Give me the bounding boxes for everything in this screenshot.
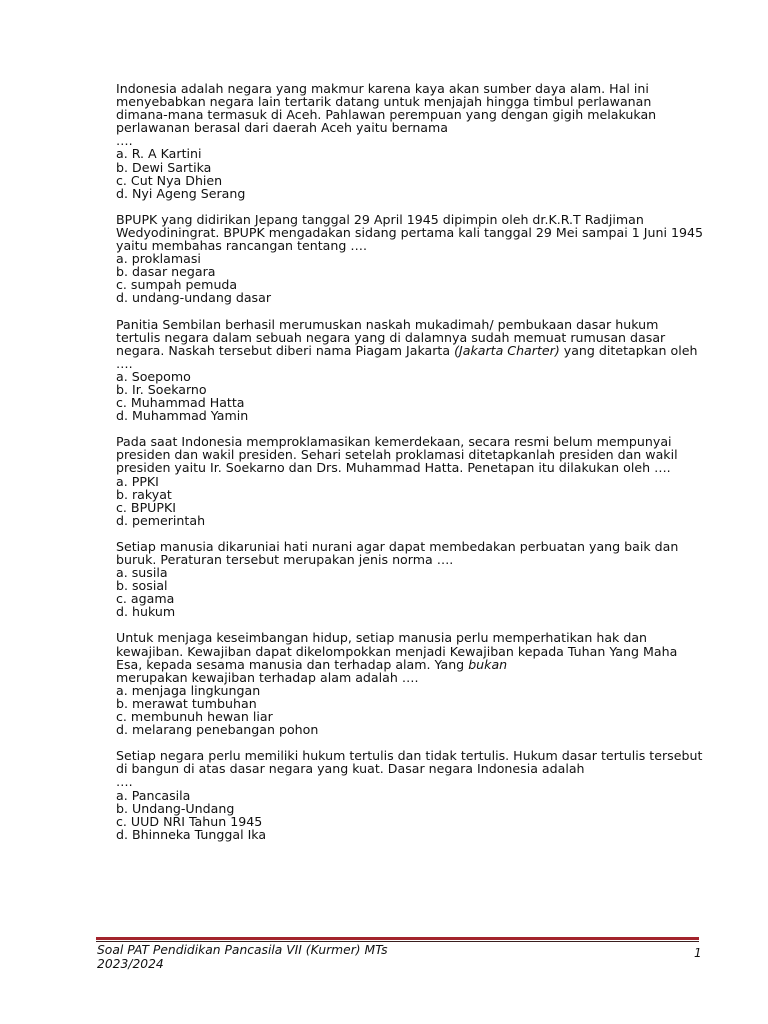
option-d: d. Bhinneka Tunggal Ika — [116, 826, 267, 842]
question-text — [116, 631, 706, 683]
option-d: d. hukum — [116, 604, 176, 620]
option-a: a. PPKI — [116, 473, 159, 489]
question-text-part: merupakan kewajiban terhadap alam adalah …. — [116, 669, 419, 685]
question-4 — [116, 435, 706, 527]
option-a: a. susila — [116, 565, 168, 581]
question-text: Indonesia adalah negara yang makmur karena kaya akan sumber daya alam. Hal ini menyebabkan negara lain tertarik datang untuk menjajah hingga timbul perlawanan dimana-mana termasuk di Aceh. Pahlawan perempuan yang dengan gigih melakukan perlawanan berasal dari daerah Aceh yaitu bernama …. — [116, 81, 657, 149]
option-c: c. UUD NRI Tahun 1945 — [116, 813, 263, 829]
footer-rule-thin — [96, 941, 699, 942]
page-number: 1 — [694, 946, 702, 960]
option-a: a. Pancasila — [116, 787, 191, 803]
question-text: BPUPK yang didirikan Jepang tanggal 29 April 1945 dipimpin oleh dr.K.R.T Radjiman Wedyodiningrat. BPUPK mengadakan sidang pertama kali tanggal 29 Mei sampai 1 Juni 1945 yaitu membahas rancangan tentang …. — [116, 211, 704, 254]
option-b: b. Undang-Undang — [116, 800, 235, 816]
option-b: b. merawat tumbuhan — [116, 695, 257, 711]
question-7 — [116, 749, 706, 841]
question-list — [116, 82, 706, 854]
option-d: d. Nyi Ageng Serang — [116, 185, 246, 201]
question-6 — [116, 631, 706, 736]
option-a: a. R. A Kartini — [116, 146, 202, 162]
option-a: a. Soepomo — [116, 368, 191, 384]
option-c: c. membunuh hewan liar — [116, 709, 273, 725]
question-1 — [116, 82, 706, 200]
question-text-italic: (Jakarta Charter) — [454, 342, 560, 358]
option-d: d. melarang penebangan pohon — [116, 722, 319, 738]
question-text-part: Panitia Sembilan berhasil merumuskan naskah mukadimah/ pembukaan dasar hukum tertulis negara dalam sebuah negara yang di dalamnya sudah memuat rumusan dasar negara. Naskah tersebut diberi nama Piagam Jakarta — [116, 316, 666, 358]
question-text-part: Untuk menjaga keseimbangan hidup, setiap manusia perlu memperhatikan hak dan kewajiban. Kewajiban dapat dikelompokkan menjadi Kewajiban kepada Tuhan Yang Maha Esa, kepada sesama manusia dan terhadap alam. Yang — [116, 630, 678, 672]
option-a: a. proklamasi — [116, 251, 201, 267]
option-c: c. agama — [116, 591, 175, 607]
option-b: b. sosial — [116, 578, 168, 594]
option-b: b. Dewi Sartika — [116, 159, 212, 175]
option-d: d. pemerintah — [116, 512, 206, 528]
option-b: b. dasar negara — [116, 264, 216, 280]
footer-rule — [96, 937, 699, 942]
question-text: Pada saat Indonesia memproklamasikan kemerdekaan, secara resmi belum mempunyai presiden dan wakil presiden. Sehari setelah proklamasi ditetapkanlah presiden dan wakil presiden yaitu Ir. Soekarno dan Drs. Muhammad Hatta. Penetapan itu dilakukan oleh …. — [116, 434, 678, 476]
option-c: c. Muhammad Hatta — [116, 395, 245, 411]
question-text — [116, 318, 706, 370]
option-a: a. menjaga lingkungan — [116, 682, 261, 698]
option-b: b. rakyat — [116, 486, 172, 502]
option-c: c. Cut Nya Dhien — [116, 172, 223, 188]
option-c: c. BPUPKI — [116, 499, 176, 515]
question-text: Setiap negara perlu memiliki hukum tertulis dan tidak tertulis. Hukum dasar tertulis tersebut di bangun di atas dasar negara yang kuat. Dasar negara Indonesia adalah …. — [116, 748, 703, 790]
option-b: b. Ir. Soekarno — [116, 381, 207, 397]
question-text: Setiap manusia dikaruniai hati nurani agar dapat membedakan perbuatan yang baik dan buruk. Peraturan tersebut merupakan jenis norma …. — [116, 538, 679, 567]
footer-title: Soal PAT Pendidikan Pancasila VII (Kurmer) MTs 2023/2024 — [97, 943, 388, 971]
question-3 — [116, 318, 706, 423]
question-text-part: yang ditetapkan oleh …. — [116, 342, 698, 371]
option-d: d. Muhammad Yamin — [116, 408, 249, 424]
option-d: d. undang-undang dasar — [116, 290, 272, 306]
question-2 — [116, 213, 706, 305]
question-5 — [116, 540, 706, 619]
option-c: c. sumpah pemuda — [116, 277, 238, 293]
question-text-italic: bukan — [468, 656, 508, 672]
